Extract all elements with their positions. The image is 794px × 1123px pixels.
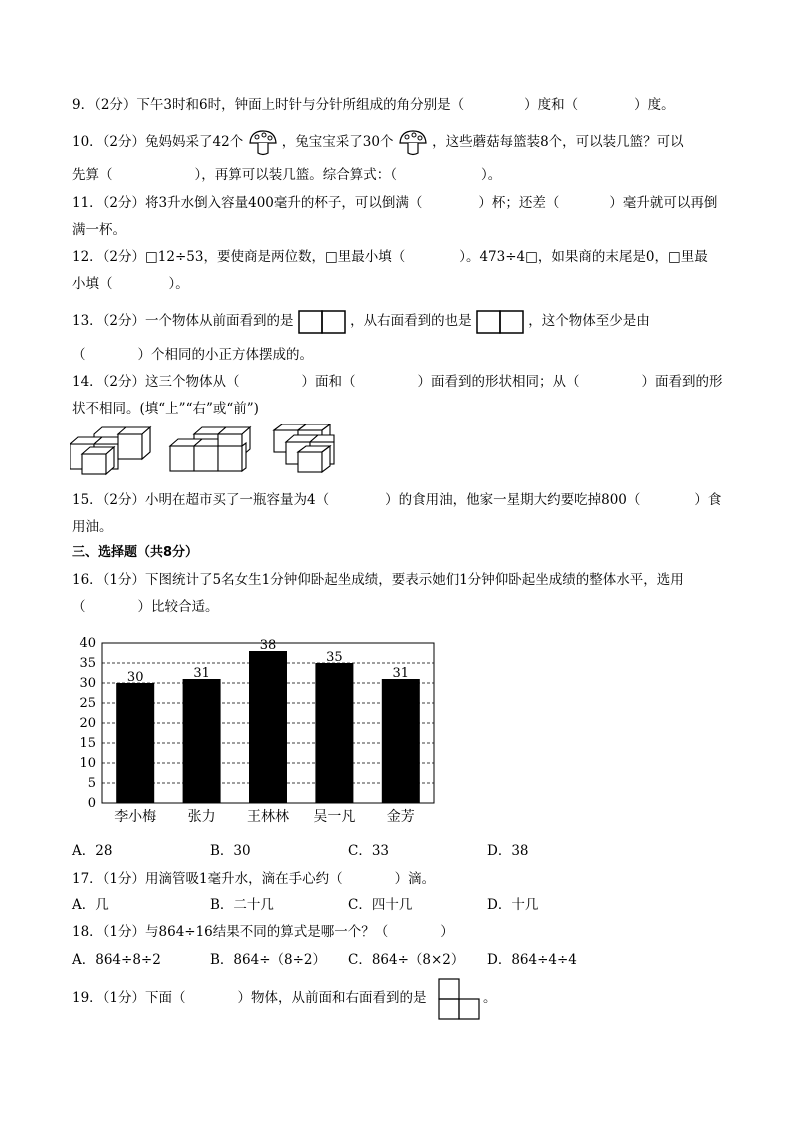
q11-line-1	[72, 193, 717, 213]
y-tick-label: 30	[79, 676, 96, 691]
q10-line-1	[72, 128, 684, 157]
cube-figure-3	[274, 424, 334, 472]
q16-option-d[interactable]: D．38	[487, 843, 529, 859]
q18-line	[72, 922, 454, 942]
data-label: 35	[326, 650, 343, 665]
q13-text-d: （	[72, 347, 86, 363]
q12-line-1	[72, 247, 708, 267]
q15-text-c: ）食	[694, 492, 722, 508]
q18-option-b[interactable]: B．864÷（8÷2）	[210, 952, 326, 968]
q14-line-1	[72, 372, 723, 392]
q19-line	[72, 988, 427, 1008]
x-tick-label: 金芳	[386, 809, 415, 825]
y-tick-label: 40	[79, 636, 96, 651]
q11-text-c: ）毫升就可以再倒	[609, 195, 718, 211]
q19-text-b: ）物体，从前面和右面看到的是	[237, 990, 427, 1006]
q16-line-2	[72, 597, 219, 617]
q15-text-a: 15．（2分）小明在超市买了一瓶容量为4（	[72, 492, 330, 508]
x-tick-label: 张力	[187, 809, 216, 825]
bar-chart	[78, 630, 448, 830]
q14-line-2	[72, 399, 259, 419]
q14-text-c: ）面看到的形状相同；从（	[417, 374, 580, 390]
q12-line-2	[72, 274, 189, 294]
q17-text-a: 17．（1分）用滴管吸1毫升水，滴在手心约（	[72, 871, 343, 887]
bar	[183, 679, 221, 803]
q14-text-a: 14．（2分）这三个物体从（	[72, 374, 240, 390]
data-label: 31	[193, 666, 210, 681]
q11-text-d: 满一杯。	[72, 222, 126, 238]
q16-option-a[interactable]: A．28	[72, 843, 113, 859]
q18-option-d[interactable]: D．864÷4÷4	[487, 952, 577, 968]
q10-text-a: 10．（2分）兔妈妈采了42个	[72, 134, 244, 150]
q16-line-1	[72, 570, 684, 590]
data-label: 31	[392, 666, 410, 681]
mushroom-icon	[248, 129, 278, 157]
q13-line-1	[72, 308, 650, 334]
y-tick-label: 15	[79, 736, 96, 751]
q13-text-e: ）个相同的小正方体摆成的。	[137, 347, 313, 363]
y-tick-label: 35	[79, 656, 96, 671]
q17-line	[72, 869, 435, 889]
q18-text-a: 18．（1分）与864÷16结果不同的算式是哪一个？（	[72, 924, 389, 940]
q15-text-d: 用油。	[72, 519, 113, 535]
x-tick-label: 李小梅	[114, 809, 157, 825]
q10-text-e: ），再算可以装几篮。综合算式：（	[194, 167, 397, 183]
q12-text-c: 小填（	[72, 276, 113, 292]
q11-text-b: ）杯；还差（	[478, 195, 560, 211]
q13-line-2	[72, 345, 313, 365]
q15-line-2	[72, 517, 113, 537]
q17-option-a[interactable]: A．几	[72, 897, 109, 913]
mushroom-icon	[398, 129, 428, 157]
q10-text-f: ）。	[481, 167, 502, 183]
q13-text-b: ，从右面看到的也是	[350, 313, 472, 329]
q16-option-c[interactable]: C．33	[348, 843, 390, 859]
bar	[315, 663, 353, 803]
q13-text-c: ，这个物体至少是由	[528, 313, 650, 329]
q12-text-d: ）。	[168, 276, 189, 292]
q12-text-b: ）。473÷4□，如果商的末尾是0，□里最	[459, 249, 708, 265]
q19-text-c: 。	[483, 990, 497, 1006]
q9	[72, 95, 675, 115]
two-square-view-icon	[298, 310, 346, 334]
q11-line-2	[72, 220, 126, 240]
q16-option-b[interactable]: B．30	[210, 843, 251, 859]
q15-line-1	[72, 490, 721, 510]
q14-text-d: ）面看到的形	[641, 374, 723, 390]
q10-text-d: 先算（	[72, 167, 113, 183]
y-tick-label: 0	[87, 796, 96, 811]
q18-text-b: ）	[440, 924, 454, 940]
l-shape-view-icon	[438, 978, 482, 1020]
q13-text-a: 13．（2分）一个物体从前面看到的是	[72, 313, 294, 329]
q9-text-b: ）度和（	[524, 97, 579, 113]
bar	[249, 651, 287, 803]
cube-figure-1	[70, 427, 150, 474]
cube-figure-2	[170, 427, 250, 471]
q17-option-d[interactable]: D．十几	[487, 897, 539, 913]
q17-text-b: ）滴。	[394, 871, 436, 887]
y-tick-label: 20	[79, 716, 96, 731]
data-label: 38	[259, 638, 277, 653]
q18-option-c[interactable]: C．864÷（8×2）	[348, 952, 465, 968]
x-tick-label: 王林林	[247, 809, 289, 825]
y-tick-label: 10	[79, 756, 96, 771]
q17-option-b[interactable]: B．二十几	[210, 897, 274, 913]
q9-text-a: 9．（2分）下午3时和6时，钟面上时针与分针所组成的角分别是（	[72, 97, 465, 113]
q16-text-a: 16．（1分）下图统计了5名女生1分钟仰卧起坐成绩，要表示她们1分钟仰卧起坐成绩的整体水平，选用	[72, 572, 684, 588]
q18-option-a[interactable]: A．864÷8÷2	[72, 952, 161, 968]
q14-text-b: ）面和（	[301, 374, 356, 390]
q19-text-a: 19．（1分）下面（	[72, 990, 186, 1006]
q10-text-c: ，这些蘑菇每篮装8个，可以装几篮？可以	[432, 134, 684, 150]
y-tick-label: 25	[79, 696, 96, 711]
q16-text-b: （	[72, 599, 86, 615]
q12-text-a: 12．（2分）□12÷53，要使商是两位数，□里最小填（	[72, 249, 406, 265]
q15-text-b: ）的食用油，他家一星期大约要吃掉800（	[385, 492, 641, 508]
cube-figures	[70, 424, 360, 476]
q11-text-a: 11．（2分）将3升水倒入容量400毫升的杯子，可以倒满（	[72, 195, 423, 211]
q10-line-2	[72, 165, 501, 185]
q17-option-c[interactable]: C．四十几	[348, 897, 413, 913]
bar	[382, 679, 420, 803]
two-square-view-icon	[476, 310, 524, 334]
q16-text-c: ）比较合适。	[137, 599, 219, 615]
y-tick-label: 5	[87, 776, 96, 791]
data-label: 30	[126, 670, 144, 685]
bar	[116, 683, 154, 803]
x-tick-label: 吴一凡	[313, 809, 356, 825]
q14-text-e: 状不相同。(填“上”“右”或“前”)	[72, 401, 259, 417]
q10-text-b: ，兔宝宝采了30个	[281, 134, 394, 150]
q9-text-c: ）度。	[634, 97, 675, 113]
section-title: 三、选择题（共8分）	[72, 545, 199, 560]
